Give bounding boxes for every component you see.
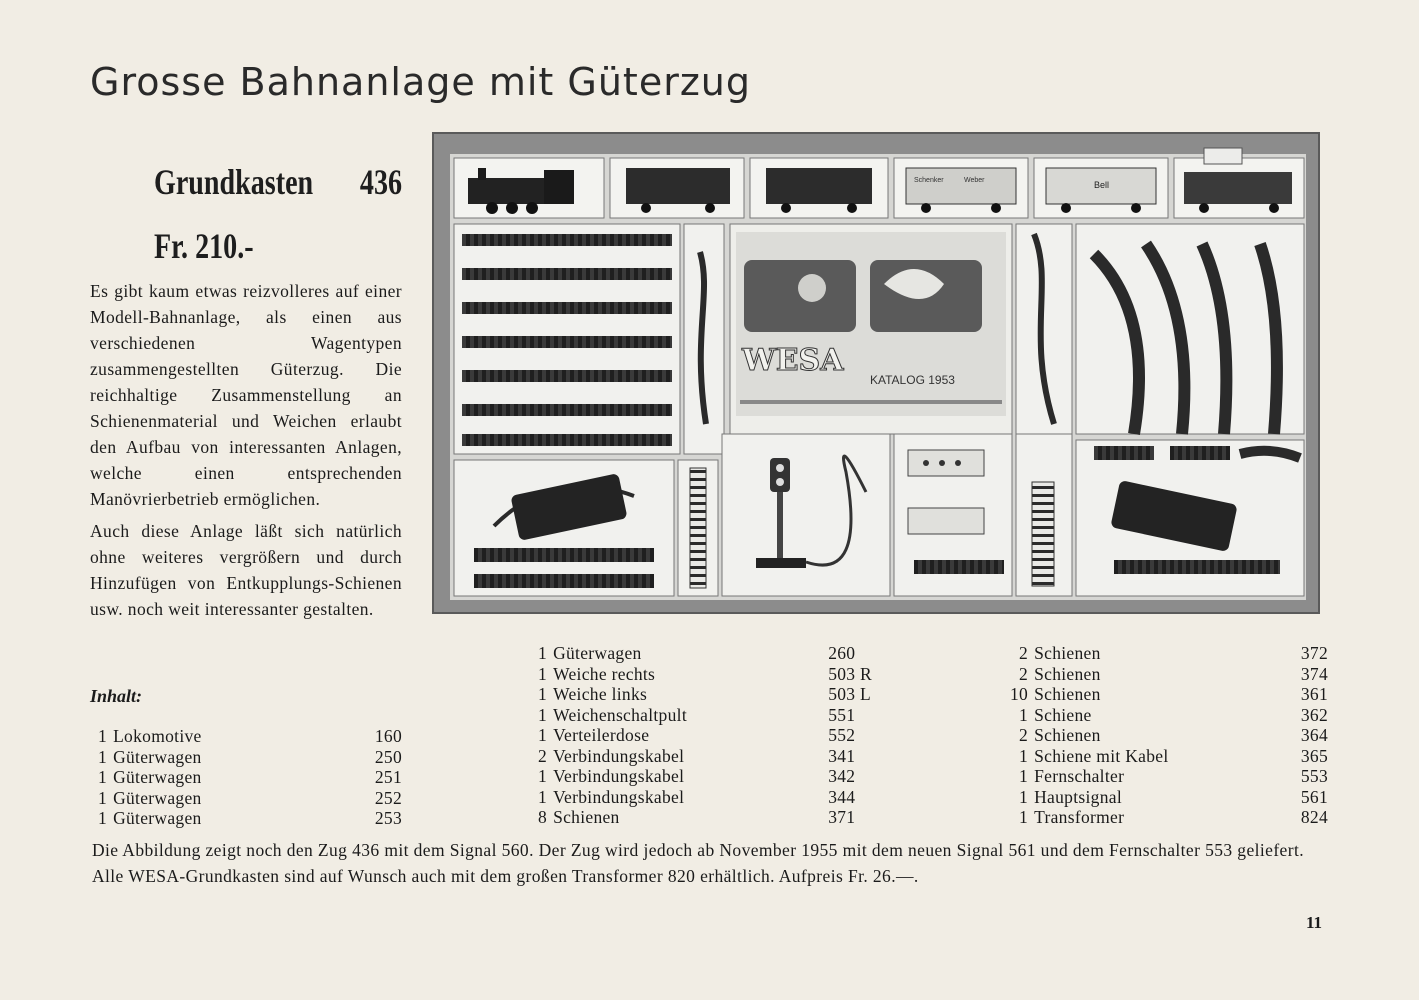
item-quantity: 1 bbox=[1019, 745, 1029, 766]
item-quantity: 1 bbox=[1019, 807, 1029, 827]
contents-row bbox=[1010, 725, 1328, 746]
item-quantity: 2 bbox=[1019, 725, 1029, 745]
item-number: 365 bbox=[1300, 745, 1328, 766]
item-number: 371 bbox=[828, 807, 856, 827]
contents-row bbox=[1010, 684, 1328, 705]
item-number: 160 bbox=[374, 726, 402, 746]
contents-column-1 bbox=[98, 726, 402, 829]
item-name: Schienen bbox=[553, 807, 620, 827]
item-name: Weichenschaltpult bbox=[553, 704, 687, 725]
contents-row bbox=[1010, 746, 1328, 767]
item-name: Schienen bbox=[1034, 725, 1101, 745]
straight-rails bbox=[454, 224, 680, 454]
intro-paragraph: Auch diese Anlage läßt sich natürlich ohne weiteres vergrößern und durch Hinzufügen von Entkupplungs-Schienen usw. noch weit interessanter gestalten. bbox=[90, 521, 402, 619]
item-name: Verbindungskabel bbox=[553, 786, 685, 807]
item-name: Verbindungskabel bbox=[553, 745, 685, 766]
item-number: 553 bbox=[1300, 766, 1328, 786]
catalog-booklet bbox=[730, 224, 1012, 434]
contents-row bbox=[1010, 766, 1328, 787]
contents-row bbox=[538, 725, 872, 746]
footer-notes bbox=[92, 840, 1328, 892]
item-number: 342 bbox=[828, 766, 856, 786]
switch-left bbox=[454, 460, 674, 596]
contents-row bbox=[1010, 807, 1328, 828]
item-number: 251 bbox=[374, 767, 402, 787]
contents-row bbox=[98, 767, 402, 788]
item-number: 552 bbox=[828, 725, 856, 745]
item-quantity: 1 bbox=[1019, 704, 1029, 725]
contents-column-2 bbox=[538, 643, 872, 828]
item-quantity: 1 bbox=[1019, 766, 1029, 786]
item-quantity: 1 bbox=[98, 767, 108, 787]
item-number: 253 bbox=[374, 808, 402, 828]
item-number: 503 R bbox=[828, 663, 872, 684]
catalog-label: KATALOG 1953 bbox=[870, 373, 955, 387]
item-name: Schiene mit Kabel bbox=[1034, 745, 1169, 766]
product-photo-illustration bbox=[434, 134, 1318, 612]
contents-row bbox=[1010, 664, 1328, 685]
contents-row bbox=[98, 808, 402, 829]
item-name: Transformer bbox=[1034, 807, 1125, 827]
item-quantity: 1 bbox=[538, 786, 548, 807]
control-boxes bbox=[894, 434, 1012, 596]
item-name: Güterwagen bbox=[113, 808, 202, 828]
short-rail bbox=[690, 468, 706, 588]
item-quantity: 1 bbox=[98, 726, 108, 746]
item-name: Schienen bbox=[1034, 684, 1101, 704]
wagon-row bbox=[454, 148, 1304, 218]
item-name: Verteilerdose bbox=[553, 725, 650, 745]
item-number: 260 bbox=[828, 643, 856, 663]
contents-row bbox=[538, 807, 872, 828]
item-name: Güterwagen bbox=[553, 643, 642, 663]
item-number: 374 bbox=[1300, 663, 1328, 684]
item-name: Güterwagen bbox=[113, 787, 202, 808]
contents-row bbox=[538, 664, 872, 685]
item-quantity: 8 bbox=[538, 807, 548, 827]
item-name: Weiche links bbox=[553, 684, 648, 704]
item-name: Fernschalter bbox=[1034, 766, 1125, 786]
item-number: 824 bbox=[1300, 807, 1328, 827]
item-quantity: 1 bbox=[538, 663, 548, 684]
item-quantity: 1 bbox=[98, 746, 108, 767]
item-name: Lokomotive bbox=[113, 726, 202, 746]
item-number: 551 bbox=[828, 704, 856, 725]
item-name: Güterwagen bbox=[113, 746, 202, 767]
item-name: Schiene bbox=[1034, 704, 1092, 725]
item-number: 250 bbox=[374, 746, 402, 767]
item-name: Schienen bbox=[1034, 643, 1101, 663]
item-name: Weiche rechts bbox=[553, 663, 656, 684]
footer-note: Die Abbildung zeigt noch den Zug 436 mit dem Signal 560. Der Zug wird jedoch ab November 1955 mit dem neuen Signal 561 und dem Fernschalter 553 geliefert. bbox=[92, 840, 1304, 860]
item-number: 341 bbox=[828, 745, 856, 766]
contents-row bbox=[98, 788, 402, 809]
contents-row bbox=[538, 787, 872, 808]
signal-icon bbox=[722, 434, 890, 596]
contents-row bbox=[1010, 643, 1328, 664]
footer-note: Alle WESA-Grundkasten sind auf Wunsch auch mit dem großen Transformer 820 erhältlich. Aufpreis Fr. 26.—. bbox=[92, 866, 919, 886]
item-quantity: 1 bbox=[98, 808, 108, 828]
item-quantity: 10 bbox=[1010, 684, 1029, 704]
contents-row bbox=[98, 747, 402, 768]
contents-row bbox=[538, 705, 872, 726]
contents-column-3 bbox=[1010, 643, 1328, 828]
intro-text bbox=[90, 278, 402, 628]
item-quantity: 1 bbox=[538, 725, 548, 745]
item-quantity: 1 bbox=[1019, 786, 1029, 807]
item-quantity: 1 bbox=[538, 704, 548, 725]
contents-row bbox=[538, 684, 872, 705]
catalog-brand: WESA bbox=[742, 343, 844, 378]
item-name: Verbindungskabel bbox=[553, 766, 685, 786]
page-number: 11 bbox=[1306, 913, 1323, 932]
contents-row bbox=[538, 766, 872, 787]
item-quantity: 2 bbox=[1019, 643, 1029, 663]
item-name: Schienen bbox=[1034, 663, 1101, 684]
switch-right bbox=[1076, 440, 1304, 596]
item-name: Hauptsignal bbox=[1034, 786, 1122, 807]
item-quantity: 1 bbox=[538, 766, 548, 786]
item-number: 361 bbox=[1300, 684, 1328, 704]
item-number: 503 L bbox=[828, 684, 872, 704]
product-number: 436 bbox=[359, 162, 403, 202]
short-rail bbox=[1032, 482, 1054, 586]
item-number: 561 bbox=[1300, 786, 1328, 807]
contents-row bbox=[98, 726, 402, 747]
intro-paragraph: Es gibt kaum etwas reizvolleres auf einer Modell-Bahnanlage, als einen aus verschiedenen Wagentypen zusammengestellten Güterzug. Die reichhaltige Zusammenstellung an Schienenmaterial und Weichen erlaubt den Aufbau von interessanten Anlagen, welche einen entsprechenden Manövrierbetrieb ermöglichen. bbox=[90, 281, 402, 509]
item-number: 344 bbox=[828, 786, 856, 807]
item-quantity: 1 bbox=[98, 787, 108, 808]
page-heading: Grosse Bahnanlage mit Güterzug bbox=[90, 60, 751, 104]
item-number: 364 bbox=[1300, 725, 1328, 745]
contents-row bbox=[538, 643, 872, 664]
wagon-label: Weber bbox=[964, 177, 985, 184]
curved-rails bbox=[1076, 224, 1304, 434]
item-quantity: 1 bbox=[538, 643, 548, 663]
contents-row bbox=[538, 746, 872, 767]
item-quantity: 2 bbox=[1019, 663, 1029, 684]
product-title-block bbox=[154, 150, 403, 278]
product-price: Fr. 210.- bbox=[154, 226, 254, 266]
item-quantity: 1 bbox=[538, 684, 548, 704]
item-quantity: 2 bbox=[538, 745, 548, 766]
item-name: Güterwagen bbox=[113, 767, 202, 787]
item-number: 362 bbox=[1300, 704, 1328, 725]
wagon-label: Schenker bbox=[914, 177, 944, 184]
contents-label: Inhalt: bbox=[90, 686, 143, 706]
wagon-label: Bell bbox=[1094, 180, 1110, 190]
item-number: 372 bbox=[1300, 643, 1328, 663]
item-number: 252 bbox=[374, 787, 402, 808]
contents-row bbox=[1010, 705, 1328, 726]
product-name: Grundkasten bbox=[154, 162, 314, 202]
product-photo bbox=[432, 132, 1320, 614]
contents-row bbox=[1010, 787, 1328, 808]
